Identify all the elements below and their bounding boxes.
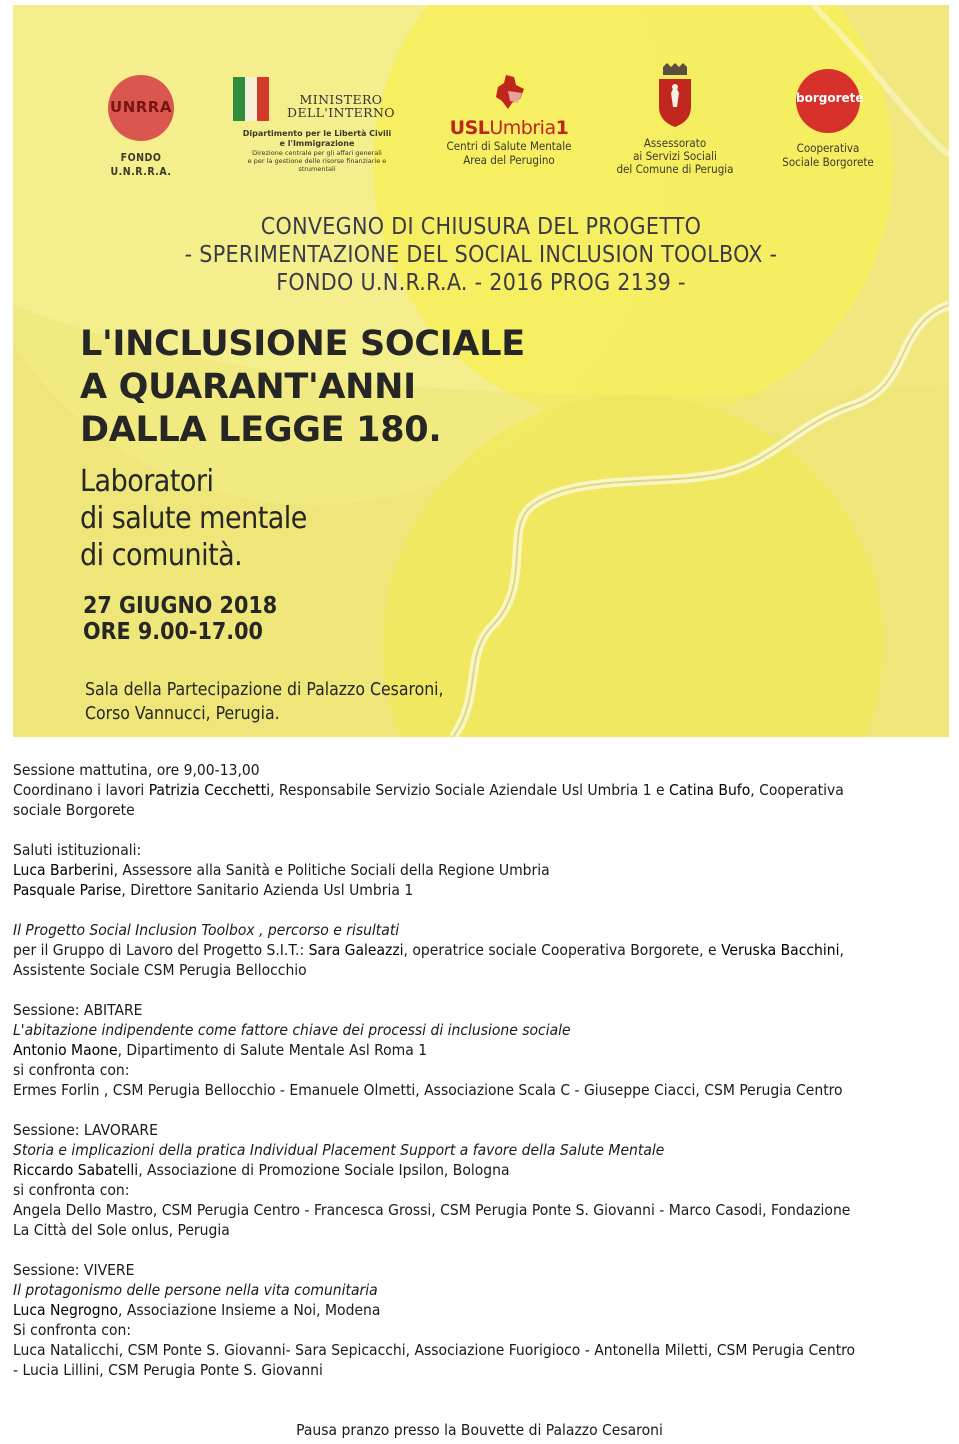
programme [13,760,949,1380]
panel-list: Ermes Forlin , CSM Perugia Bellocchio - Emanuele Olmetti, Associazione Scala C - Giuseppe Ciacci, CSM Perugia Centro [13,1081,843,1099]
speaker-role: , Associazione di Promozione Sociale Ipsilon, Bologna [138,1161,510,1179]
usl-brand-rest: Umbria [489,117,556,139]
speaker-role: , operatrice sociale Cooperativa Borgorete, e [403,941,722,959]
speaker-name: Luca Negrogno [13,1301,118,1319]
usl-brand-number: 1 [555,117,569,139]
subhead-line3: di comunità. [80,538,243,573]
usl-caption-line1: Centri di Salute Mentale [446,139,572,153]
unrra-globe-icon [108,75,174,141]
session-topic: Il protagonismo delle persone nella vita comunitaria [13,1281,378,1299]
panel-list-continued: La Città del Sole onlus, Perugia [13,1221,230,1239]
event-subheadline [80,463,500,574]
speaker-name: Antonio Maone [13,1041,118,1059]
headline-line2: A QUARANT'ANNI [80,367,416,407]
panel-list: Luca Natalicchi, CSM Ponte S. Giovanni- Sara Sepicacchi, Associazione Fuorigioco - Antonella Miletti, CSM Perugia Centro [13,1341,856,1359]
usl-caption-line2: Area del Perugino [463,153,555,167]
event-headline [80,323,600,452]
comune-caption-line3: del Comune di Perugia [616,162,734,176]
session-title: Sessione: ABITARE [13,1001,143,1019]
session-topic: Storia e implicazioni della pratica Individual Placement Support a favore della Salute Mentale [13,1141,665,1159]
ministero-dept-line4: e per la gestione delle risorse finanziarie e strumentali [247,157,387,173]
session-speaker [13,1300,949,1320]
speaker-name: Riccardo Sabatelli [13,1161,139,1179]
ministero-name-line1: MINISTERO [299,92,383,107]
speaker-name: Luca Barberini [13,861,114,879]
speaker-role: , Associazione Insieme a Noi, Modena [117,1301,381,1319]
speaker-name: Veruska Bacchini [721,941,840,959]
event-time: ORE 9.00-17.00 [83,619,263,645]
comune-perugia-logo [611,63,739,176]
ministero-name-line2: DELL'INTERNO [287,105,395,120]
borgorete-mark: borgorete [796,91,864,105]
headline-line1: L'INCLUSIONE SOCIALE [80,324,525,364]
coordinator-name: Catina Bufo [668,781,751,799]
venue-line1: Sala della Partecipazione di Palazzo Cesaroni, [85,680,444,700]
coordinator-name: Patrizia Cecchetti [148,781,271,799]
comune-caption-line1: Assessorato [643,136,707,150]
unrra-logo [91,75,191,179]
session-title: Sessione: VIVERE [13,1261,135,1279]
speaker-role: , [839,941,844,959]
borgorete-caption-line1: Cooperativa [796,141,860,155]
coordinator-role: , Responsabile Servizio Sociale Aziendale Usl Umbria 1 e [270,781,669,799]
headline-line3: DALLA LEGGE 180. [80,410,442,450]
speaker-role: , Assessore alla Sanità e Politiche Sociali della Regione Umbria [113,861,550,879]
convegno-line3: FONDO U.N.R.R.A. - 2016 PROG 2139 - [276,270,686,296]
ministero-dept-line3: Direzione centrale per gli affari generali [252,149,382,157]
session-speaker [13,1160,949,1180]
usl-brand [443,117,575,139]
subhead-line2: di salute mentale [80,501,307,536]
event-datetime [83,593,383,645]
unrra-caption: FONDO U.N.R.R.A. [110,152,172,178]
panel-list: Angela Dello Mastro, CSM Perugia Centro - Francesca Grossi, CSM Perugia Ponte S. Giovanni - Marco Casodi, Fondazione [13,1201,851,1219]
project-title: Il Progetto Social Inclusion Toolbox , percorso e risultati [13,921,400,939]
speaker-role: , Direttore Sanitario Azienda Usl Umbria 1 [121,881,414,899]
subhead-line1: Laboratori [80,464,214,499]
unrra-mark: UNRRA [110,98,172,116]
project-presentation [13,920,949,980]
presenters-prefix: per il Gruppo di Lavoro del Progetto S.I.T.: [13,941,309,959]
session-speaker [13,1040,949,1060]
morning-session [13,760,949,820]
borgorete-logo [771,69,885,169]
panel-intro: si confronta con: [13,1181,130,1199]
ministero-dept-line1: Dipartimento per le Libertà Civili [242,129,392,138]
coordinator-role: , Cooperativa [750,781,844,799]
ministero-department [231,129,403,173]
ministero-dept-line2: e l'Immigrazione [279,139,355,148]
morning-coordinators [13,780,949,800]
session-vivere [13,1260,949,1380]
event-poster [13,5,949,737]
project-presenters [13,940,949,960]
umbria-region-icon [492,73,526,111]
convegno-line1: CONVEGNO DI CHIUSURA DEL PROGETTO [260,214,702,240]
morning-session-title: Sessione mattutina, ore 9,00-13,00 [13,761,260,779]
speaker-name: Sara Galeazzi [308,941,404,959]
session-title: Sessione: LAVORARE [13,1121,158,1139]
event-venue [85,678,545,726]
greetings-speaker [13,860,949,880]
usl-umbria-logo [443,73,575,167]
speaker-name: Pasquale Parise [13,881,122,899]
italian-flag-icon [233,77,269,121]
panel-intro: Si confronta con: [13,1321,132,1339]
event-date: 27 GIUGNO 2018 [83,593,278,619]
coordinator-role-continued: sociale Borgorete [13,801,135,819]
perugia-coat-of-arms-icon [657,63,693,129]
ministero-name [281,93,401,119]
panel-list-continued: - Lucia Lillini, CSM Perugia Ponte S. Giovanni [13,1361,323,1379]
venue-line2: Corso Vannucci, Perugia. [85,704,280,724]
convegno-title [113,213,849,297]
greetings-speaker [13,880,949,900]
usl-brand-bold: USL [449,117,490,139]
institutional-greetings [13,840,949,900]
speaker-role: , Dipartimento di Salute Mentale Asl Roma 1 [117,1041,428,1059]
session-topic: L'abitazione indipendente come fattore chiave dei processi di inclusione sociale [13,1021,571,1039]
borgorete-caption-line2: Sociale Borgorete [782,155,874,169]
comune-caption-line2: ai Servizi Sociali [633,149,717,163]
greetings-title: Saluti istituzionali: [13,841,142,859]
session-lavorare [13,1120,949,1240]
coord-prefix: Coordinano i lavori [13,781,149,799]
session-abitare [13,1000,949,1100]
convegno-line2: - SPERIMENTAZIONE DEL SOCIAL INCLUSION TOOLBOX - [184,242,778,268]
lunch-break-note: Pausa pranzo presso la Bouvette di Palazzo Cesaroni [296,1421,663,1439]
speaker-role-continued: Assistente Sociale CSM Perugia Bellocchio [13,961,307,979]
panel-intro: si confronta con: [13,1061,130,1079]
borgorete-circle-icon [796,69,864,133]
